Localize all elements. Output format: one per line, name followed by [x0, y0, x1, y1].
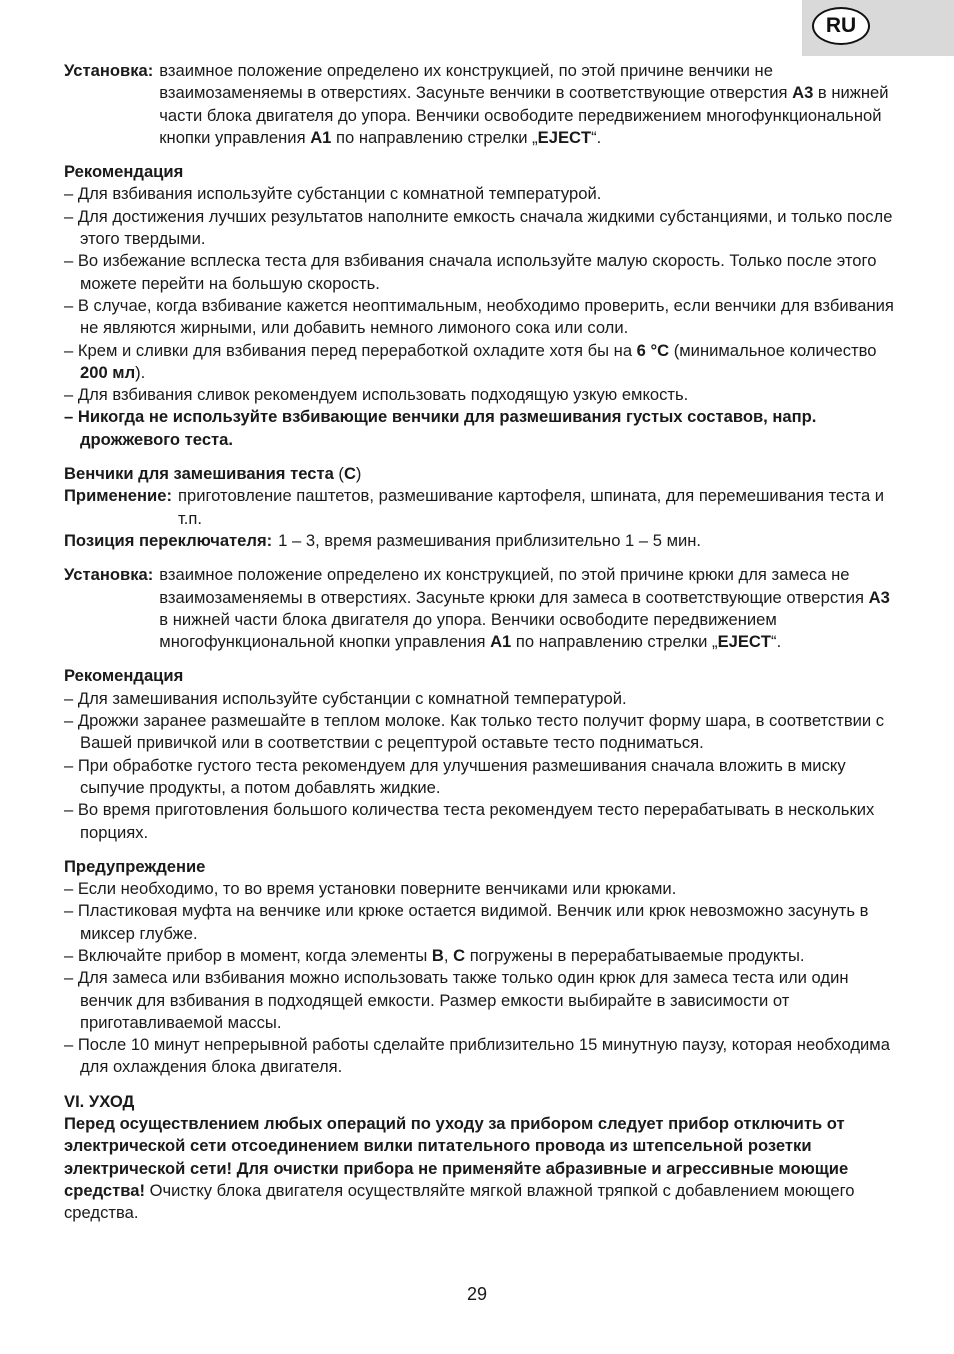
- installation-label: Установка:: [64, 565, 154, 585]
- list-item: – Для замеса или взбивания можно использовать также только один крюк для замеса теста или один венчик для взбивания в подходящей емкости. Размер емкости выбирайте в зависимости от приготавливаемой массы.: [64, 968, 849, 1032]
- language-tab: [802, 0, 954, 56]
- list-item: – Для взбивания сливок рекомендуем использовать подходящую узкую емкость.: [64, 385, 689, 405]
- warning-heading: Предупреждение: [64, 856, 206, 876]
- usage-text: приготовление паштетов, размешивание картофеля, шпината, для перемешивания теста и т.п.: [178, 486, 885, 528]
- installation-text: взаимное положение определено их конструкцией, по этой причине крюки для замеса не взаимозаменяемы в отверстиях. Засуньте крюки для замеса в соответствующие отверстия A3 в нижней части блока двигателя до упора. Венчики освободите передвижением многофункциональной кнопки управления A1 по направлению стрелки „EJECT“.: [159, 565, 890, 652]
- list-item: – Для взбивания используйте субстанции с комнатной температурой.: [64, 184, 602, 204]
- list-item: – Крем и сливки для взбивания перед переработкой охладите хотя бы на 6 °C (минимальное количество 200 мл).: [64, 340, 877, 382]
- page-content: [64, 60, 894, 1225]
- list-item: – Во время приготовления большого количества теста рекомендуем тесто перерабатывать в нескольких порциях.: [64, 800, 875, 842]
- list-item-warning: – Никогда не используйте взбивающие венчики для размешивания густых составов, напр. дрожжевого теста.: [64, 407, 817, 449]
- list-item: – Для замешивания используйте субстанции с комнатной температурой.: [64, 688, 627, 708]
- list-item: – В случае, когда взбивание кажется неоптимальным, необходимо проверить, если венчики для взбивания не являются жирными, или добавить немного лимоного сока или соли.: [64, 295, 894, 338]
- recommendation-heading: Рекомендация: [64, 162, 184, 182]
- list-item: – Во избежание всплеска теста для взбивания сначала используйте малую скорость. Только после этого можете перейти на большую скорость.: [64, 251, 877, 293]
- list-item: – При обработке густого теста рекомендуем для улучшения размешивания сначала вложить в миску сыпучие продукты, а потом добавлять жидкие.: [64, 755, 846, 797]
- installation-label: Установка:: [64, 61, 154, 80]
- list-item: – Если необходимо, то во время установки поверните венчиками или крюками.: [64, 879, 677, 899]
- list-item: – Для достижения лучших результатов наполните емкость сначала жидкими субстанциями, и только после этого твердыми.: [64, 206, 893, 249]
- care-heading: VI. УХОД: [64, 1091, 135, 1111]
- recommendation-heading: Рекомендация: [64, 666, 184, 686]
- list-item: – Дрожжи заранее размешайте в теплом молоке. Как только тесто получит форму шара, в соответствии с Вашей привичкой или в соответствии с рецептурой оставьте тесто подниматься.: [64, 711, 885, 753]
- switch-position-label: Позиция переключателя:: [64, 530, 273, 550]
- usage-label: Применение:: [64, 486, 172, 506]
- list-item: – После 10 минут непрерывной работы сделайте приблизительно 15 минутную паузу, которая необходима для охлаждения блока двигателя.: [64, 1035, 890, 1077]
- list-item: – Пластиковая муфта на венчике или крюке остается видимой. Венчик или крюк невозможно засунуть в миксер глубже.: [64, 901, 869, 943]
- language-badge: RU: [812, 7, 870, 45]
- page-number: 29: [466, 1284, 488, 1304]
- hook-installation: [64, 564, 894, 653]
- list-item: – Включайте прибор в момент, когда элементы B, C погружены в перерабатываемые продукты.: [64, 945, 805, 965]
- care-text: Перед осуществлением любых операций по уходу за прибором следует прибор отключить от электрической сети отсоединением вилки питательного провода из штепсельной розетки электрической сети! Для очистки прибора не применяйте абразивные и агрессивные моющие средства! Очистку блока двигателя осуществляйте мягкой влажной тряпкой с добавлением моющего средства.: [64, 1114, 855, 1223]
- usage-row: [64, 485, 894, 530]
- dough-hooks-heading: Венчики для замешивания теста (C): [64, 464, 362, 484]
- switch-position-text: 1 – 3, время размешивания приблизительно 1 – 5 мин.: [278, 530, 702, 550]
- switch-position-row: [64, 530, 894, 552]
- whisk-installation: [64, 60, 894, 149]
- installation-text: взаимное положение определено их конструкцией, по этой причине венчики не взаимозаменяемы в отверстиях. Засуньте венчики в соответствующие отверстия A3 в нижней части блока двигателя до упора. Венчики освободите передвижением многофункциональной кнопки управления A1 по направлению стрелки „EJECT“.: [159, 61, 889, 147]
